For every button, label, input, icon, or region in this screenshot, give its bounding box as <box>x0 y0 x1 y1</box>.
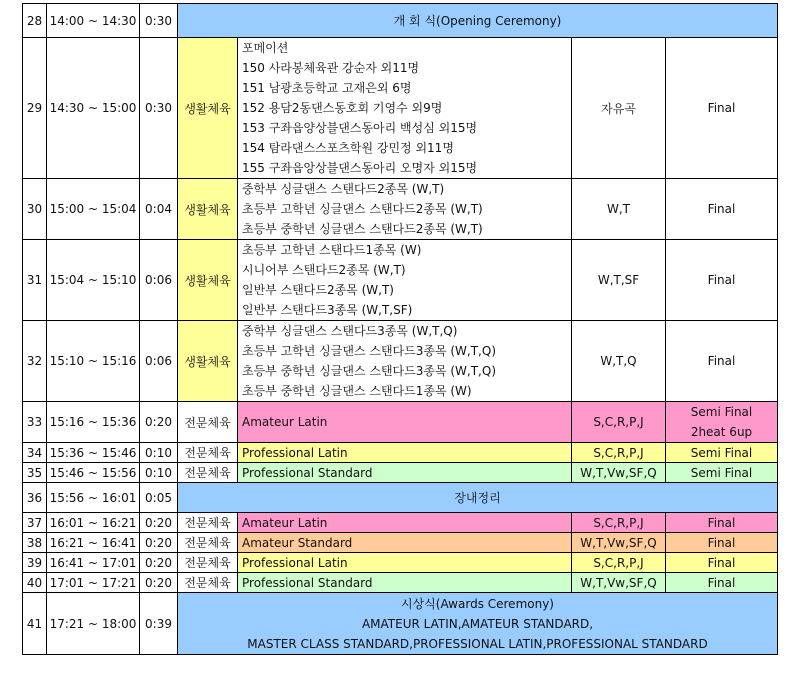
duration: 0:10 <box>140 463 178 483</box>
time-range: 14:00 ~ 14:30 <box>47 4 140 38</box>
time-range: 15:16 ~ 15:36 <box>47 402 140 443</box>
time-range: 17:21 ~ 18:00 <box>47 593 140 655</box>
row-number: 36 <box>23 483 47 513</box>
category-cell: 전문체육 <box>178 513 238 533</box>
time-range: 16:41 ~ 17:01 <box>47 553 140 573</box>
table-row <box>23 533 778 553</box>
duration: 0:20 <box>140 533 178 553</box>
dances-cell: W,T,SF <box>572 240 666 321</box>
time-range: 15:10 ~ 15:16 <box>47 321 140 402</box>
time-range: 15:36 ~ 15:46 <box>47 443 140 463</box>
time-range: 17:01 ~ 17:21 <box>47 573 140 593</box>
event-line: 초등부 중학년 싱글댄스 스탠다드2종목 (W,T) <box>242 222 483 236</box>
category-cell: 생활체육 <box>178 321 238 402</box>
dances-cell: W,T,Vw,SF,Q <box>572 533 666 553</box>
dances-cell: 자유곡 <box>572 38 666 179</box>
duration: 0:30 <box>140 4 178 38</box>
event-line: 152 용담2동댄스동호회 기영수 외9명 <box>242 101 443 115</box>
category-cell: 전문체육 <box>178 443 238 463</box>
category-cell: 전문체육 <box>178 533 238 553</box>
round-cell: Final <box>666 573 778 593</box>
event-line: 초등부 중학년 싱글댄스 스탠다드3종목 (W,T,Q) <box>242 364 496 378</box>
dances-cell: S,C,R,P,J <box>572 443 666 463</box>
category-cell: 전문체육 <box>178 463 238 483</box>
event-line: 시니어부 스탠다드2종목 (W,T) <box>242 263 406 277</box>
duration: 0:05 <box>140 483 178 513</box>
event-line: 중학부 싱글댄스 스탠다드2종목 (W,T) <box>242 182 445 196</box>
table-row <box>23 553 778 573</box>
banner-line: AMATEUR LATIN,AMATEUR STANDARD, <box>361 616 594 631</box>
row-number: 39 <box>23 553 47 573</box>
round-cell: Final <box>666 38 778 179</box>
event-line: 일반부 스탠다드3종목 (W,T,SF) <box>242 303 413 317</box>
event-line: 초등부 중학년 싱글댄스 스탠다드1종목 (W) <box>242 384 472 398</box>
row-number: 28 <box>23 4 47 38</box>
row-number: 34 <box>23 443 47 463</box>
event-line: 중학부 싱글댄스 스탠다드3종목 (W,T,Q) <box>242 324 458 338</box>
row-number: 32 <box>23 321 47 402</box>
duration: 0:06 <box>140 240 178 321</box>
event-list <box>238 240 572 321</box>
dances-cell: W,T,Vw,SF,Q <box>572 463 666 483</box>
row-number: 38 <box>23 533 47 553</box>
table-row <box>23 483 778 513</box>
round-cell: Semi Final <box>666 463 778 483</box>
event-line: 150 사라봉체육관 강순자 외11명 <box>242 61 420 75</box>
row-number: 29 <box>23 38 47 179</box>
table-row <box>23 513 778 533</box>
event-line: 포메이션 <box>242 41 289 55</box>
event-name: Professional Standard <box>238 463 572 483</box>
time-range: 15:00 ~ 15:04 <box>47 179 140 240</box>
dances-cell: S,C,R,P,J <box>572 402 666 443</box>
duration: 0:04 <box>140 179 178 240</box>
event-list <box>238 321 572 402</box>
table-row <box>23 321 778 402</box>
event-list <box>238 179 572 240</box>
round-cell: Final <box>666 533 778 553</box>
row-number: 40 <box>23 573 47 593</box>
table-row <box>23 443 778 463</box>
category-cell: 전문체육 <box>178 573 238 593</box>
round-cell: Final <box>666 240 778 321</box>
time-range: 16:01 ~ 16:21 <box>47 513 140 533</box>
row-number: 37 <box>23 513 47 533</box>
round-cell: Final <box>666 179 778 240</box>
event-list <box>238 38 572 179</box>
time-range: 16:21 ~ 16:41 <box>47 533 140 553</box>
category-cell: 생활체육 <box>178 240 238 321</box>
banner-line: 시상식(Awards Ceremony) <box>401 596 554 611</box>
duration: 0:20 <box>140 553 178 573</box>
table-row <box>23 4 778 38</box>
row-number: 31 <box>23 240 47 321</box>
duration: 0:20 <box>140 513 178 533</box>
event-line: 151 남광초등학교 고재은외 6명 <box>242 81 412 95</box>
event-name: Amateur Standard <box>238 533 572 553</box>
event-line: 153 구좌읍양상블댄스동아리 백성심 외15명 <box>242 121 478 135</box>
table-row <box>23 463 778 483</box>
round-cell: Final <box>666 553 778 573</box>
event-name: Professional Latin <box>238 443 572 463</box>
event-name: Professional Standard <box>238 573 572 593</box>
table-row <box>23 593 778 655</box>
duration: 0:20 <box>140 402 178 443</box>
row-number: 35 <box>23 463 47 483</box>
dances-cell: W,T,Q <box>572 321 666 402</box>
round-cell: Final <box>666 321 778 402</box>
dances-cell: W,T <box>572 179 666 240</box>
dances-cell: S,C,R,P,J <box>572 553 666 573</box>
event-line: 초등부 고학년 싱글댄스 스탠다드3종목 (W,T,Q) <box>242 344 496 358</box>
table-row <box>23 179 778 240</box>
dances-cell: W,T,Vw,SF,Q <box>572 573 666 593</box>
table-row <box>23 38 778 179</box>
table-row <box>23 573 778 593</box>
event-line: 초등부 고학년 싱글댄스 스탠다드2종목 (W,T) <box>242 202 483 216</box>
round-line: Semi Final <box>690 405 753 419</box>
event-name: Amateur Latin <box>238 513 572 533</box>
duration: 0:30 <box>140 38 178 179</box>
duration: 0:06 <box>140 321 178 402</box>
time-range: 14:30 ~ 15:00 <box>47 38 140 179</box>
banner-line: MASTER CLASS STANDARD,PROFESSIONAL LATIN,PROFESSIONAL STANDARD <box>247 636 708 651</box>
dances-cell: S,C,R,P,J <box>572 513 666 533</box>
row-number: 30 <box>23 179 47 240</box>
schedule-table <box>22 3 778 655</box>
event-line: 일반부 스탠다드2종목 (W,T) <box>242 283 394 297</box>
time-range: 15:56 ~ 16:01 <box>47 483 140 513</box>
event-name: Professional Latin <box>238 553 572 573</box>
duration: 0:39 <box>140 593 178 655</box>
category-cell: 전문체육 <box>178 402 238 443</box>
row-number: 41 <box>23 593 47 655</box>
event-line: 초등부 고학년 스탠다드1종목 (W) <box>242 243 422 257</box>
table-row <box>23 402 778 443</box>
round-cell <box>666 402 778 443</box>
round-cell: Final <box>666 513 778 533</box>
event-line: 155 구좌읍앙상블댄스동아리 오명자 외15명 <box>242 161 478 175</box>
duration: 0:10 <box>140 443 178 463</box>
category-cell: 전문체육 <box>178 553 238 573</box>
category-cell: 생활체육 <box>178 179 238 240</box>
awards-ceremony-banner <box>178 593 778 655</box>
event-line: 154 탐라댄스스포츠학원 강민정 외11명 <box>242 141 454 155</box>
round-cell: Semi Final <box>666 443 778 463</box>
category-cell: 생활체육 <box>178 38 238 179</box>
round-line: 2heat 6up <box>690 425 753 439</box>
table-row <box>23 240 778 321</box>
floor-cleanup-banner: 장내정리 <box>178 483 778 513</box>
event-name: Amateur Latin <box>238 402 572 443</box>
opening-ceremony-banner: 개 회 식(Opening Ceremony) <box>178 4 778 38</box>
row-number: 33 <box>23 402 47 443</box>
duration: 0:20 <box>140 573 178 593</box>
time-range: 15:46 ~ 15:56 <box>47 463 140 483</box>
time-range: 15:04 ~ 15:10 <box>47 240 140 321</box>
